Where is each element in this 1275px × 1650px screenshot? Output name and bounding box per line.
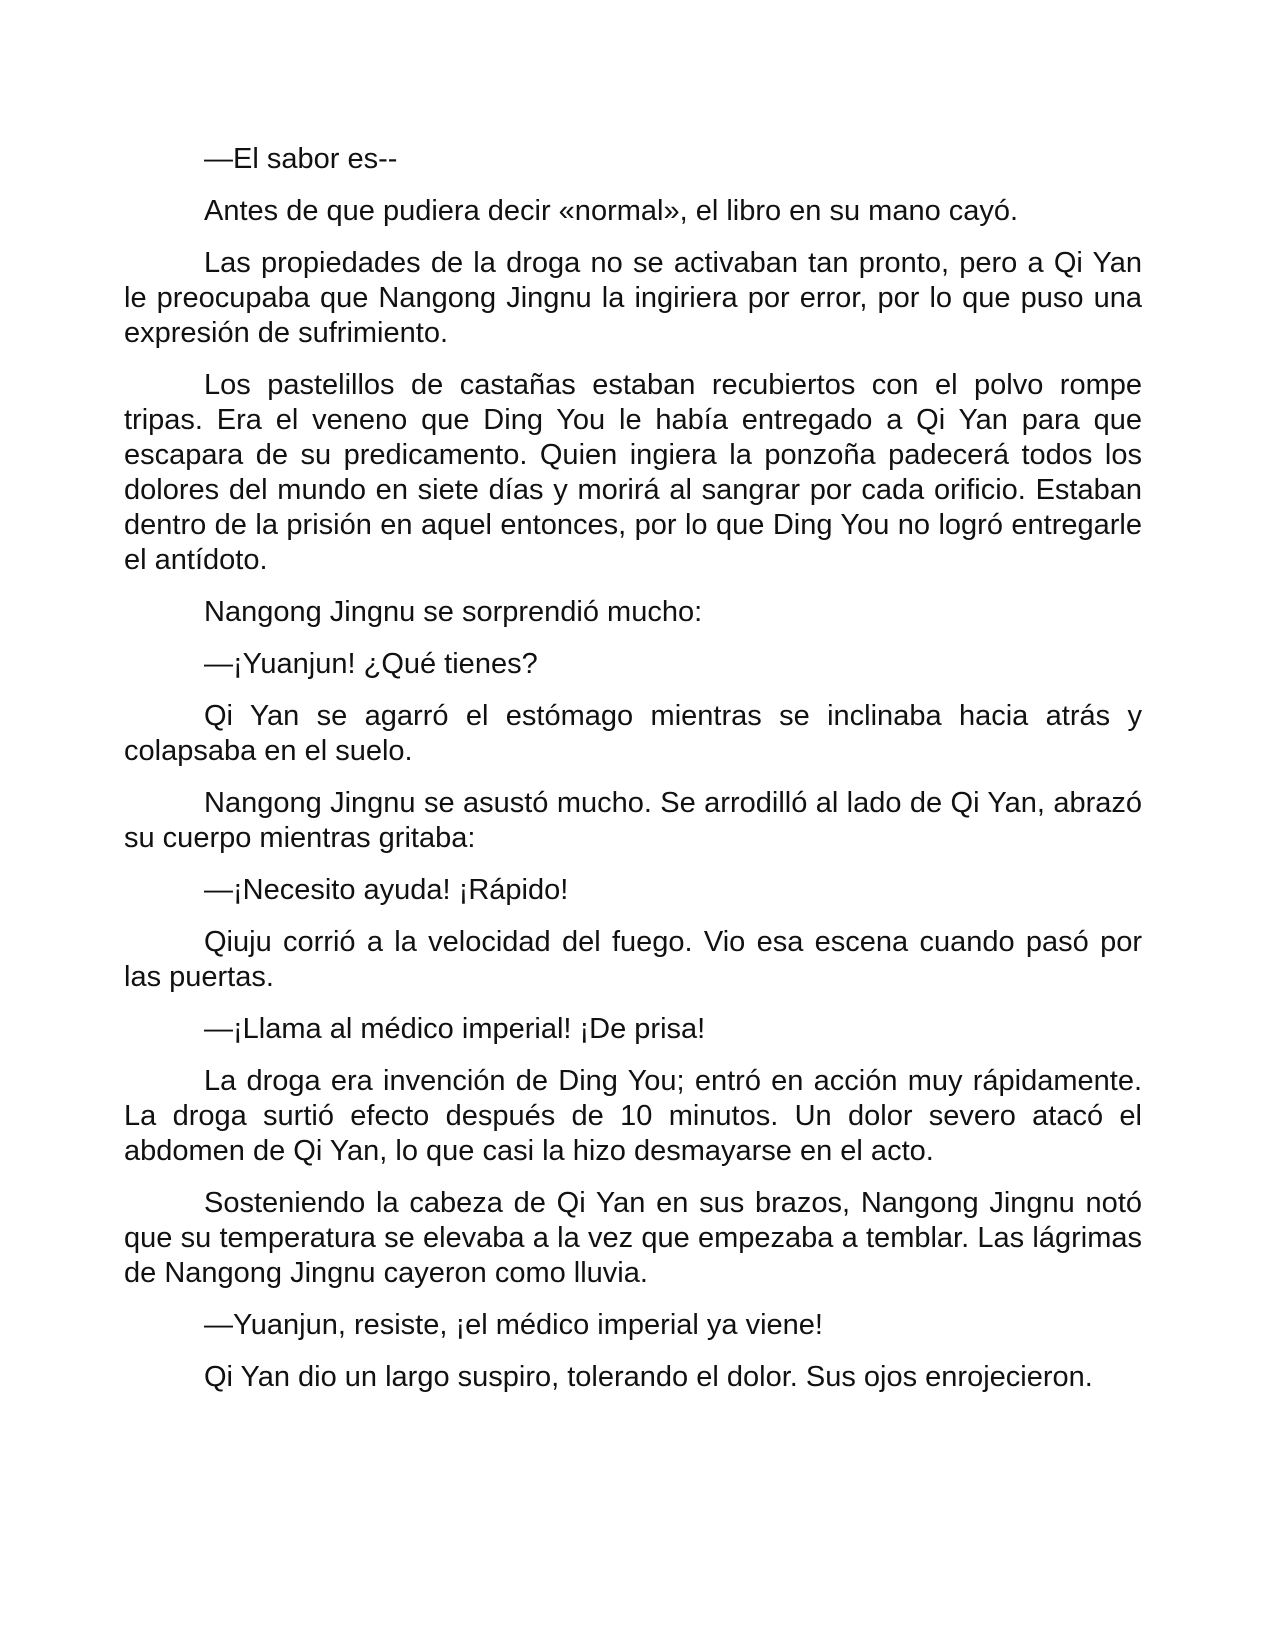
paragraph: Antes de que pudiera decir «normal», el libro en su mano cayó. [204, 195, 1019, 227]
paragraph: Los pastelillos de castañas estaban recubiertos con el polvo rompe tripas. Era el veneno que Ding You le había entregado a Qi Yan para que escapara de su predicamento. Quien ingiera la ponzoña padecerá todos los dolores del mundo en siete días y morirá al sangrar por cada orificio. Estaban dentro de la prisión en aquel entonces, por lo que Ding You no logró entregarle el antídoto. [124, 369, 1142, 576]
paragraph: —¡Llama al médico imperial! ¡De prisa! [204, 1013, 706, 1045]
paragraph: La droga era invención de Ding You; entró en acción muy rápidamente. La droga surtió efecto después de 10 minutos. Un dolor severo atacó el abdomen de Qi Yan, lo que casi la hizo desmayarse en el acto. [124, 1065, 1142, 1167]
paragraph: —¡Yuanjun! ¿Qué tienes? [204, 648, 538, 680]
paragraph: Qi Yan dio un largo suspiro, tolerando el dolor. Sus ojos enrojecieron. [204, 1361, 1093, 1393]
paragraph: —El sabor es-- [204, 143, 398, 175]
paragraph: Sosteniendo la cabeza de Qi Yan en sus brazos, Nangong Jingnu notó que su temperatura se elevaba a la vez que empezaba a temblar. Las lágrimas de Nangong Jingnu cayeron como lluvia. [124, 1187, 1142, 1289]
paragraph: Nangong Jingnu se asustó mucho. Se arrodilló al lado de Qi Yan, abrazó su cuerpo mientras gritaba: [124, 787, 1142, 854]
paragraph: —¡Necesito ayuda! ¡Rápido! [204, 874, 569, 906]
paragraph: Qi Yan se agarró el estómago mientras se inclinaba hacia atrás y colapsaba en el suelo. [124, 700, 1142, 767]
paragraph: Nangong Jingnu se sorprendió mucho: [204, 596, 703, 628]
paragraph: —Yuanjun, resiste, ¡el médico imperial ya viene! [204, 1309, 823, 1341]
paragraph: Las propiedades de la droga no se activaban tan pronto, pero a Qi Yan le preocupaba que Nangong Jingnu la ingiriera por error, por lo que puso una expresión de sufrimiento. [124, 247, 1142, 349]
paragraph: Qiuju corrió a la velocidad del fuego. Vio esa escena cuando pasó por las puertas. [124, 926, 1142, 993]
body-text [124, 142, 1142, 1412]
